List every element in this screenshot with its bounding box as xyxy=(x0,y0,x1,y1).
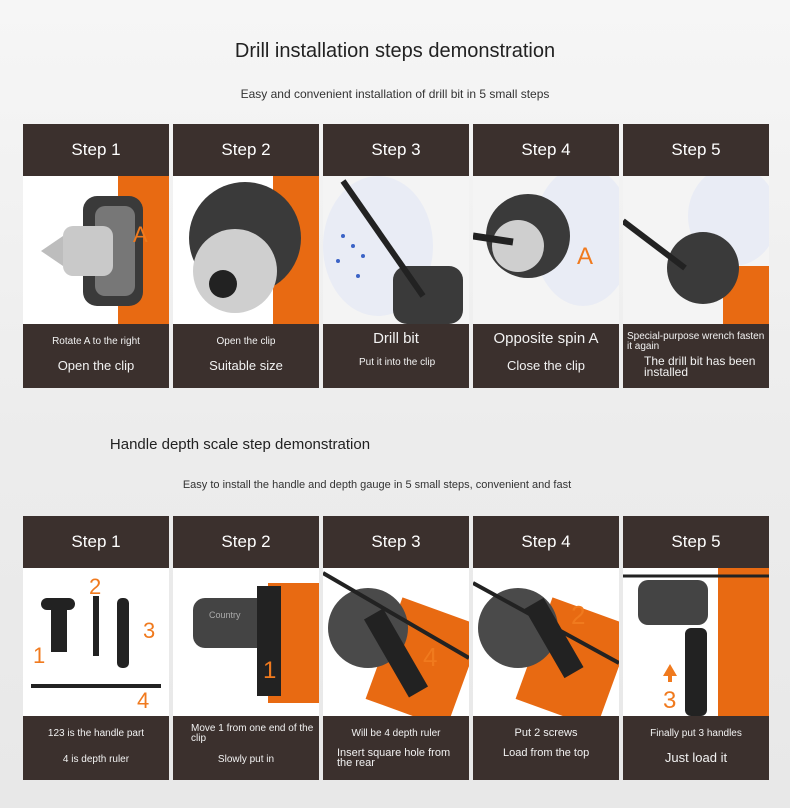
caption-line1: Drill bit xyxy=(373,330,419,347)
caption-line2: Open the clip xyxy=(57,358,135,373)
caption-line1: 123 is the handle part xyxy=(47,728,145,739)
handle-step-card xyxy=(173,516,319,780)
marker-label: 4 xyxy=(423,642,438,672)
caption-line2: Load from the top xyxy=(503,747,590,759)
step-header: Step 4 xyxy=(473,124,619,176)
caption-line1: Special-purpose wrench fasten it again xyxy=(627,331,765,352)
marker-label: 2 xyxy=(89,574,102,599)
drill-photo xyxy=(323,568,469,716)
marker-label: 1 xyxy=(263,657,277,684)
step-caption xyxy=(23,324,169,388)
drill-step-card xyxy=(173,124,319,388)
caption-line2: Just load it xyxy=(664,750,728,765)
drill-photo xyxy=(623,568,769,716)
drill-photo xyxy=(173,568,319,716)
section1-title: Drill installation steps demonstration xyxy=(234,40,556,62)
drill-step-card xyxy=(473,124,619,388)
step-header: Step 5 xyxy=(623,516,769,568)
step-caption xyxy=(323,716,469,780)
caption-line2: Slowly put in xyxy=(217,754,275,765)
glove-photo xyxy=(473,176,619,324)
step-header: Step 4 xyxy=(473,516,619,568)
chuck-photo xyxy=(173,176,319,324)
caption-line1: Will be 4 depth ruler xyxy=(351,728,441,739)
step-header: Step 3 xyxy=(323,124,469,176)
marker-label: 1 xyxy=(33,643,46,668)
caption-line1: Finally put 3 handles xyxy=(650,728,742,739)
drill-step-card xyxy=(623,124,769,388)
step-header: Step 2 xyxy=(173,124,319,176)
step-caption xyxy=(473,716,619,780)
step-caption xyxy=(173,716,319,780)
caption-line2: Put it into the clip xyxy=(359,357,436,368)
step-header: Step 1 xyxy=(23,124,169,176)
step-caption xyxy=(623,716,769,780)
step-header: Step 5 xyxy=(623,124,769,176)
handle-step-card xyxy=(623,516,769,780)
parts-photo xyxy=(23,568,169,716)
marker-label: 3 xyxy=(663,687,677,714)
caption-line2: Suitable size xyxy=(209,358,283,373)
glove-photo xyxy=(323,176,469,324)
caption-line2: Close the clip xyxy=(506,358,586,373)
step-header: Step 3 xyxy=(323,516,469,568)
step-header: Step 2 xyxy=(173,516,319,568)
step-caption xyxy=(173,324,319,388)
handle-steps-grid xyxy=(23,516,769,780)
drill-steps-grid xyxy=(23,124,769,388)
caption-line1: Opposite spin A xyxy=(493,330,599,347)
marker-label: A xyxy=(133,222,148,247)
caption-line1: Rotate A to the right xyxy=(52,336,140,347)
step-header: Step 1 xyxy=(23,516,169,568)
caption-line2: 4 is depth ruler xyxy=(62,754,130,765)
marker-label: 3 xyxy=(143,618,156,643)
drill-step-card xyxy=(323,124,469,388)
brand-label: Country xyxy=(209,610,241,620)
wrench-photo xyxy=(623,176,769,324)
caption-line1: Move 1 from one end of the clip xyxy=(191,723,314,744)
handle-step-card xyxy=(473,516,619,780)
drill-photo xyxy=(473,568,619,716)
handle-step-card xyxy=(23,516,169,780)
caption-line1: Put 2 screws xyxy=(514,727,578,739)
section2-subtitle: Easy to install the handle and depth gauge in 5 small steps, convenient and fast xyxy=(182,479,572,491)
caption-line1: Open the clip xyxy=(216,336,276,347)
handle-step-card xyxy=(323,516,469,780)
step-caption xyxy=(623,324,769,388)
drill-step-card xyxy=(23,124,169,388)
marker-label: 2 xyxy=(571,600,586,630)
marker-label: A xyxy=(577,243,594,270)
step-caption xyxy=(473,324,619,388)
step-caption xyxy=(323,324,469,388)
marker-label: 4 xyxy=(137,688,150,713)
section1-subtitle: Easy and convenient installation of drill bit in 5 small steps xyxy=(240,87,550,101)
section2-title: Handle depth scale step demonstration xyxy=(109,436,371,453)
step-caption xyxy=(23,716,169,780)
caption-line2: Insert square hole from the rear xyxy=(337,747,451,769)
chuck-photo xyxy=(23,176,169,324)
caption-line2: The drill bit has been installed xyxy=(644,354,756,379)
